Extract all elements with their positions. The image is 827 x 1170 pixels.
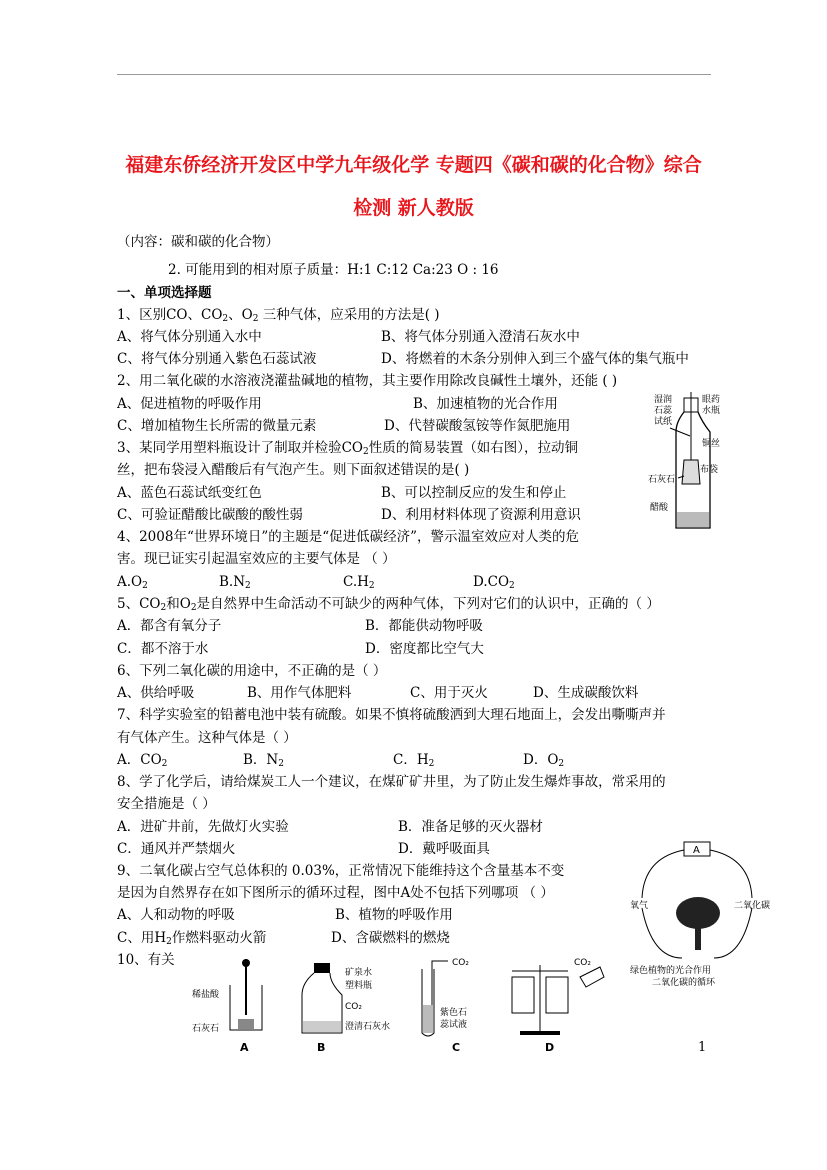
b-label-2: 塑料瓶 — [345, 981, 373, 991]
q8-option-c: C．通风并严禁烟火 — [117, 841, 236, 857]
label-left-e: 醋酸 — [650, 503, 669, 513]
q3-stem-2: 丝，把布袋浸入醋酸后有气泡产生。则下面叙述错误的是( ) — [117, 462, 470, 478]
q9-stem: 9、二氧化碳占空气总体积的 0.03%，正常情况下能维持这个含量基本不变 — [117, 863, 565, 879]
q3-option-a: A、蓝色石蕊试纸变红色 — [117, 485, 262, 501]
q3-option-b: B、可以控制反应的发生和停止 — [381, 485, 567, 501]
q9-stem-2: 是因为自然界存在如下图所示的循环过程，图中A处不包括下列哪项 （ ） — [117, 885, 554, 901]
label-left-a: 湿润 — [654, 395, 673, 405]
q9-option-d: D、含碳燃料的燃烧 — [331, 930, 450, 946]
label-left-c: 试纸 — [654, 417, 673, 427]
q4-option-d: $D.CO_2$ — [473, 574, 515, 591]
q1-stem: 1、区别CO、$CO_2$、$O_2$ 三种气体，应采用的方法是( ) — [117, 307, 440, 324]
q5-option-b: B．都能供动物呼吸 — [365, 618, 483, 634]
q10-stem: 10、有关 — [117, 952, 175, 968]
q4-stem-2: 害。现已证实引起温室效应的主要气体是 （ ） — [117, 551, 396, 567]
d-label-gas: CO₂ — [574, 958, 591, 968]
page-number: 1 — [698, 1040, 707, 1055]
b-caption: B — [317, 1041, 326, 1054]
label-right-b: 布袋 — [700, 465, 719, 475]
q6-option-b: B、用作气体肥料 — [247, 685, 352, 701]
label-top-b: 眼药 — [702, 395, 720, 405]
q7-stem: 7、科学实验室的铅蓄电池中装有硫酸。如果不慎将硫酸洒到大理石地面上，会发出嘶嘶声并 — [117, 707, 666, 723]
c-label-gas: CO₂ — [452, 958, 469, 968]
a-label-acid: 稀盐酸 — [192, 990, 220, 1000]
cycle-box-label: A — [693, 845, 700, 856]
q7-option-a: A．$CO_2$ — [117, 752, 168, 769]
q7-option-d: D．$O_2$ — [523, 752, 565, 769]
c-label-2: 紫色石 — [440, 1008, 468, 1018]
q7-stem-2: 有气体产生。这种气体是（ ） — [117, 730, 297, 746]
d-caption: D — [545, 1041, 555, 1054]
title-line-2: 检测 新人教版 — [353, 197, 474, 219]
q6-option-a: A、供给呼吸 — [117, 685, 195, 701]
q4-option-c: $C.H_2$ — [343, 574, 375, 591]
a-caption: A — [240, 1041, 249, 1054]
q1-option-c: C、将气体分别通入紫色石蕊试液 — [117, 351, 317, 367]
apparatus-c — [422, 958, 469, 1054]
q8-option-b: B．准备足够的灭火器材 — [398, 819, 543, 835]
q2-option-b: B、加速植物的光合作用 — [413, 396, 558, 412]
content-note: （内容：碳和碳的化合物） — [117, 234, 279, 250]
q4-stem: 4、2008年“世界环境日”的主题是“促进低碳经济”，警示温室效应对人类的危 — [117, 529, 580, 545]
q2-option-a: A、促进植物的呼吸作用 — [117, 396, 262, 412]
q9-option-c: C、用$H_2$作燃料驱动火箭 — [117, 930, 267, 947]
title-line-1: 福建东侨经济开发区中学九年级化学 专题四《碳和碳的化合物》综合 — [125, 154, 702, 176]
cycle-caption-1: 绿色植物的光合作用 — [630, 966, 712, 976]
q4-option-a: $A.O_2$ — [117, 574, 148, 591]
bottle-apparatus-figure — [640, 388, 720, 538]
q8-stem: 8、学了化学后，请给煤炭工人一个建议，在煤矿矿井里，为了防止发生爆炸事故，常采用的 — [117, 774, 666, 790]
label-top-c: 水瓶 — [702, 406, 720, 416]
c-label-3: 蕊试液 — [440, 1020, 468, 1030]
cycle-right-label: 二氧化碳 — [734, 901, 771, 911]
b-label-4: 澄清石灰水 — [345, 1022, 391, 1032]
q1-option-d: D、将燃着的木条分别伸入到三个盛气体的集气瓶中 — [381, 351, 689, 367]
carbon-cycle-figure — [622, 838, 772, 988]
cycle-left-label: 氧气 — [630, 901, 649, 911]
q2-option-d: D、代替碳酸氢铵等作氮肥施用 — [384, 418, 571, 434]
label-left-b: 石蕊 — [654, 406, 673, 416]
apparatus-b — [302, 963, 390, 1054]
label-left-d: 石灰石 — [648, 475, 676, 485]
b-label-3: CO₂ — [345, 1002, 362, 1012]
label-right-a: 铜丝 — [702, 439, 720, 449]
q1-option-a: A、将气体分别通入水中 — [117, 329, 262, 345]
q5-option-a: A．都含有氧分子 — [117, 618, 222, 634]
cycle-caption-2: 二氧化碳的循环 — [652, 978, 716, 988]
apparatus-a — [192, 959, 262, 1054]
apparatus-d — [512, 958, 604, 1054]
q9-option-b: B、植物的呼吸作用 — [335, 907, 453, 923]
q7-option-c: C．$H_2$ — [393, 752, 435, 769]
q2-option-c: C、增加植物生长所需的微量元素 — [117, 418, 317, 434]
q10-apparatus-figures — [190, 955, 610, 1055]
q2-stem: 2、用二氧化碳的水溶液浇灌盐碱地的植物，其主要作用除改良碱性土壤外，还能 ( ) — [117, 373, 618, 389]
q3-option-d: D、利用材料体现了资源利用意识 — [381, 507, 581, 523]
section-heading: 一、单项选择题 — [117, 285, 212, 301]
c-caption: C — [452, 1041, 461, 1054]
header-rule — [117, 74, 711, 75]
q6-option-c: C、用于灭火 — [410, 685, 488, 701]
q8-option-a: A．进矿井前，先做灯火实验 — [117, 819, 289, 835]
q8-stem-2: 安全措施是（ ） — [117, 796, 216, 812]
q6-stem: 6、下列二氧化碳的用途中，不正确的是（ ） — [117, 663, 387, 679]
q6-option-d: D、生成碳酸饮料 — [533, 685, 639, 701]
q7-option-b: B．$N_2$ — [243, 752, 284, 769]
b-label-1: 矿泉水 — [345, 968, 373, 978]
q5-option-d: D．密度都比空气大 — [365, 641, 484, 657]
q5-stem: 5、$CO_2$和$O_2$是自然界中生命活动不可缺少的两种气体，下列对它们的认识中，正确的（ ） — [117, 596, 660, 613]
q8-option-d: D．戴呼吸面具 — [398, 841, 490, 857]
a-label-stone: 石灰石 — [192, 1024, 220, 1034]
q5-option-c: C．都不溶于水 — [117, 641, 209, 657]
q3-stem: 3、某同学用塑料瓶设计了制取并检验$CO_2$性质的简易装置（如右图），拉动铜 — [117, 440, 578, 457]
atomic-mass: 2. 可能用到的相对原子质量：H:1 C:12 Ca:23 O : 16 — [168, 262, 499, 278]
q9-option-a: A、人和动物的呼吸 — [117, 907, 235, 923]
q3-option-c: C、可验证醋酸比碳酸的酸性弱 — [117, 507, 303, 523]
q4-option-b: $B.N_2$ — [219, 574, 251, 591]
q1-option-b: B、将气体分别通入澄清石灰水中 — [381, 329, 580, 345]
